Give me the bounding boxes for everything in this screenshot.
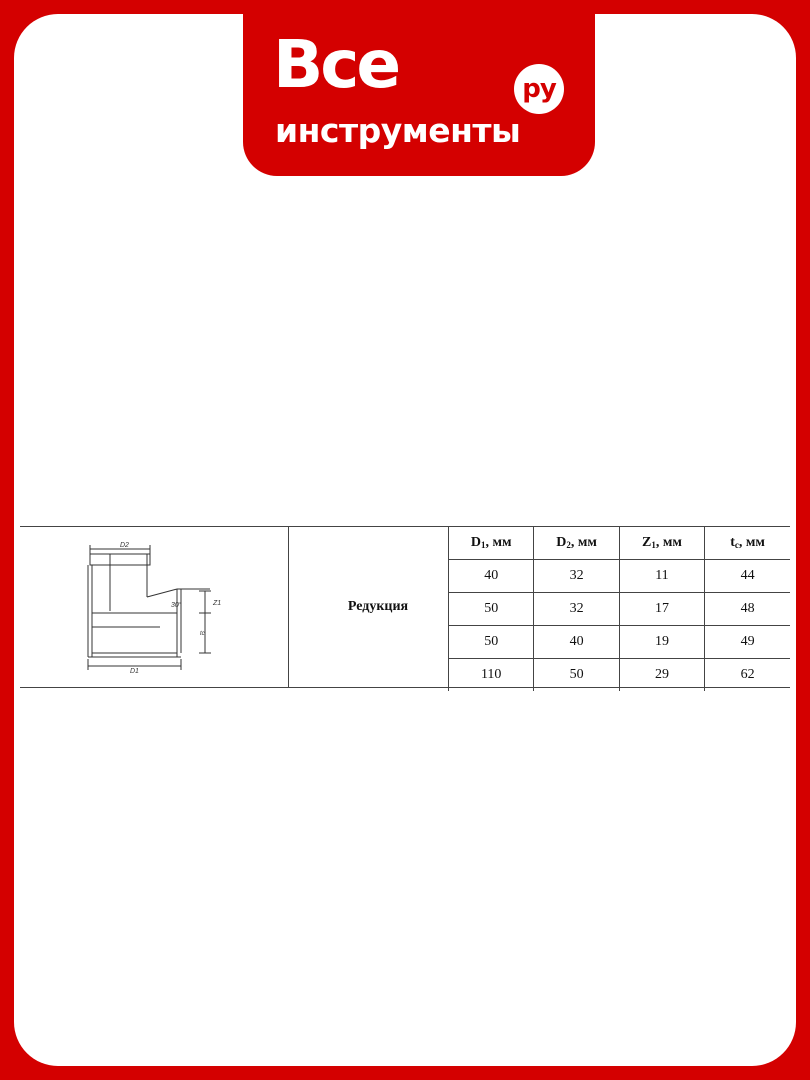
dimensions-table xyxy=(448,527,790,691)
label-d1: D1 xyxy=(130,668,139,675)
product-name: Редукция xyxy=(347,599,409,614)
header-symbol: D xyxy=(556,535,567,550)
table-cell: 62 xyxy=(705,659,790,692)
label-tc: tc xyxy=(200,631,205,637)
column-header xyxy=(705,527,790,560)
logo-line-2: инструменты xyxy=(275,111,521,150)
table-cell: 49 xyxy=(705,626,790,659)
table-cell: 32 xyxy=(534,593,619,626)
table-cell: 50 xyxy=(449,626,534,659)
table-cell: 19 xyxy=(619,626,704,659)
label-d2: D2 xyxy=(120,542,129,549)
table-cell: 48 xyxy=(705,593,790,626)
table-row xyxy=(449,560,791,593)
table-row xyxy=(449,659,791,692)
header-unit: , мм xyxy=(738,535,765,550)
column-header xyxy=(619,527,704,560)
brand-logo[interactable] xyxy=(243,14,595,176)
logo-line-1: Все xyxy=(273,26,399,103)
table-cell: 110 xyxy=(449,659,534,692)
column-header xyxy=(534,527,619,560)
header-subscript: c xyxy=(734,540,739,550)
header-subscript: 2 xyxy=(566,540,571,550)
table-cell: 11 xyxy=(619,560,704,593)
reducer-drawing-icon xyxy=(20,527,288,687)
table-cell: 32 xyxy=(534,560,619,593)
header-unit: , мм xyxy=(485,535,512,550)
table-cell: 40 xyxy=(449,560,534,593)
column-header xyxy=(449,527,534,560)
table-cell: 40 xyxy=(534,626,619,659)
table-row xyxy=(449,626,791,659)
table-cell: 29 xyxy=(619,659,704,692)
header-symbol: D xyxy=(470,535,481,550)
table-row xyxy=(449,593,791,626)
header-subscript: 1 xyxy=(480,540,486,550)
table-cell: 50 xyxy=(534,659,619,692)
table-cell: 17 xyxy=(619,593,704,626)
header-symbol: t xyxy=(730,535,735,550)
table-cell: 50 xyxy=(449,593,534,626)
header-unit: , мм xyxy=(570,535,597,550)
table-cell: 44 xyxy=(705,560,790,593)
header-unit: , мм xyxy=(655,535,682,550)
technical-drawing xyxy=(20,527,288,687)
header-symbol: Z xyxy=(641,535,652,550)
table-header-row xyxy=(449,527,791,560)
label-z1: Z1 xyxy=(213,600,222,607)
logo-badge: ру xyxy=(514,64,564,114)
label-angle: 30° xyxy=(171,602,182,609)
header-subscript: 1 xyxy=(651,540,656,550)
spec-block xyxy=(20,526,790,688)
